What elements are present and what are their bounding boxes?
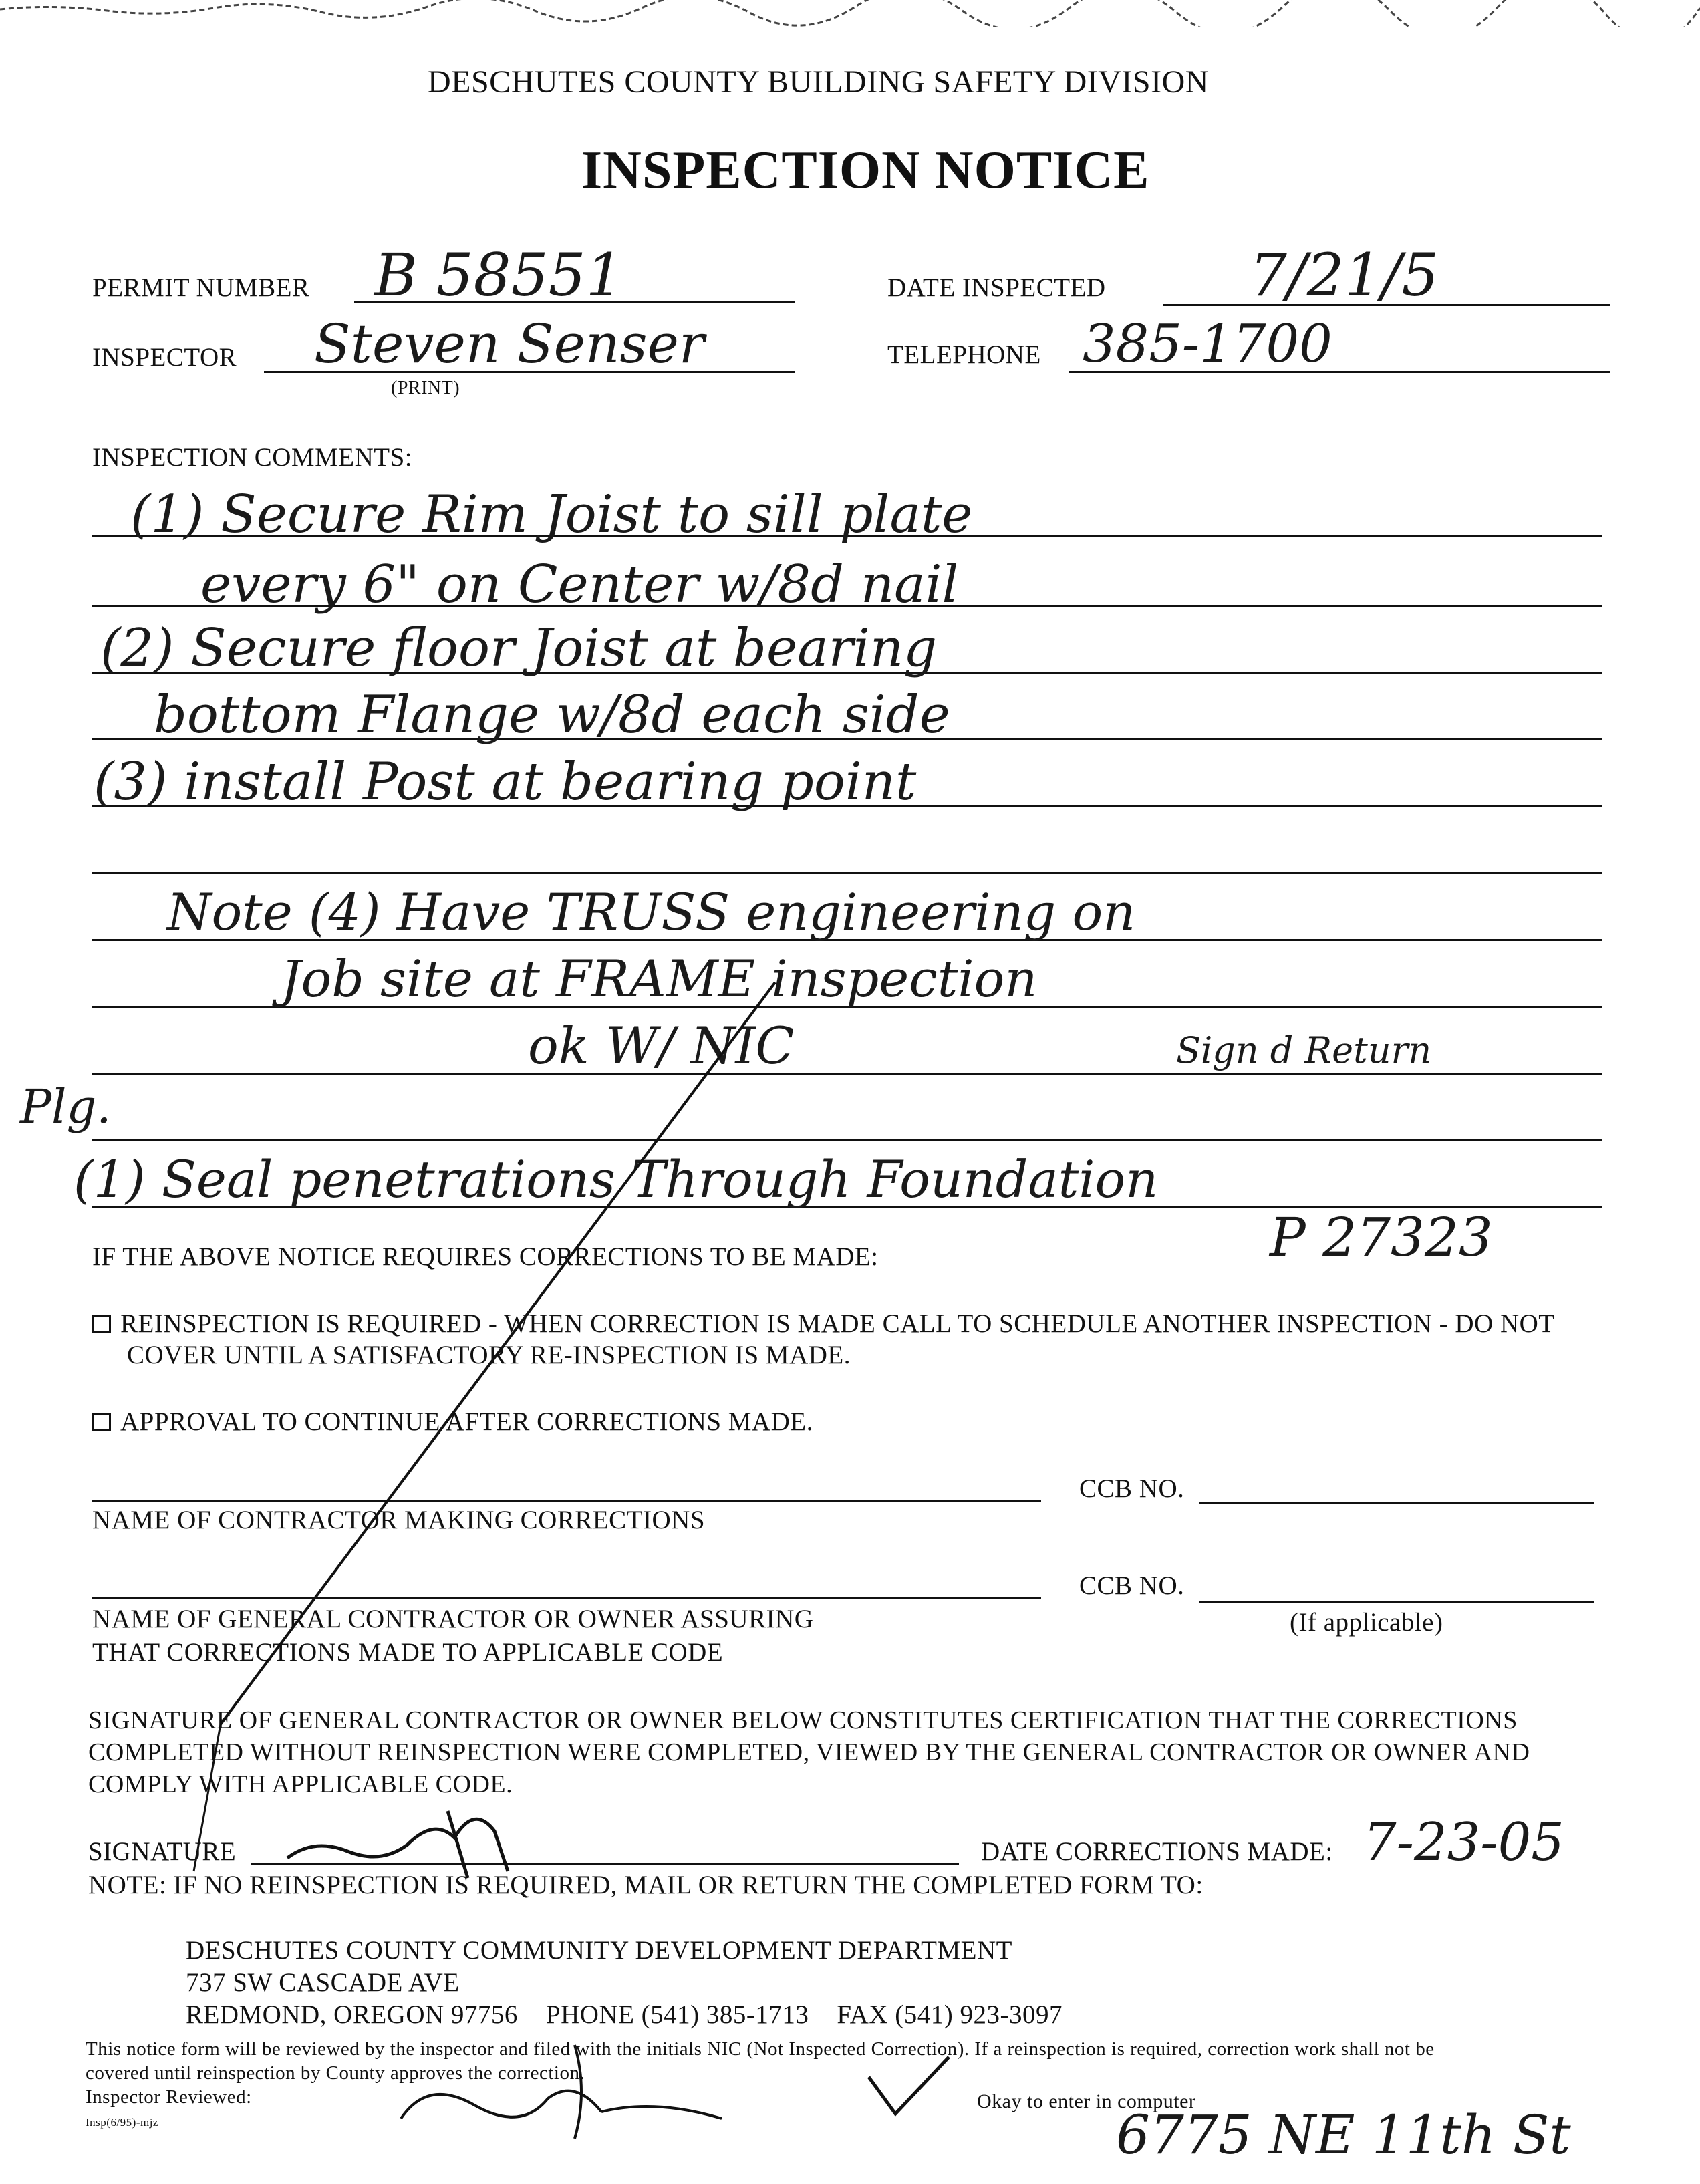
address-street: 737 SW CASCADE AVE <box>186 1968 460 1997</box>
ccb-label-1: CCB NO. <box>1079 1474 1185 1503</box>
comment-line-1: (1) Secure Rim Joist to sill plate <box>130 485 973 545</box>
address-fax: FAX (541) 923-3097 <box>837 2000 1062 2029</box>
form-code: Insp(6/95)-mjz <box>86 2116 158 2129</box>
if-applicable-note: (If applicable) <box>1290 1608 1443 1637</box>
division-title: DESCHUTES COUNTY BUILDING SAFETY DIVISION <box>428 64 1209 100</box>
signed-returned-note: Sign d Return <box>1176 1029 1432 1071</box>
address-phone: PHONE (541) 385-1713 <box>545 2000 809 2029</box>
comment-line-9: ok W/ NIC <box>528 1016 795 1075</box>
signature-label: SIGNATURE <box>88 1837 237 1866</box>
date-inspected-value: 7/21/5 <box>1250 241 1439 309</box>
telephone-value: 385-1700 <box>1083 314 1332 374</box>
certification-line-2: COMPLETED WITHOUT REINSPECTION WERE COMPLETED, VIEWED BY THE GENERAL CONTRACTOR OR OWNER AND <box>88 1738 1530 1766</box>
comment-line-11: (1) Seal penetrations Through Foundation <box>74 1149 1159 1209</box>
permit-number-value: B 58551 <box>374 241 623 309</box>
comment-line-8: Job site at FRAME inspection <box>281 949 1038 1008</box>
comment-line-2: every 6" on Center w/8d nail <box>200 555 959 615</box>
reinspection-text-1: REINSPECTION IS REQUIRED - WHEN CORRECTION IS MADE CALL TO SCHEDULE ANOTHER INSPECTION - DO NOT <box>120 1309 1555 1338</box>
okay-to-enter-note: Okay to enter in computer <box>977 2090 1196 2112</box>
comment-line-7: Note (4) Have TRUSS engineering on <box>167 882 1136 942</box>
date-inspected-label: DATE INSPECTED <box>887 273 1106 302</box>
inspector-label: INSPECTOR <box>92 343 237 372</box>
general-contractor-label-2: THAT CORRECTIONS MADE TO APPLICABLE CODE <box>92 1638 724 1667</box>
page-title: INSPECTION NOTICE <box>581 141 1150 200</box>
mail-note: NOTE: IF NO REINSPECTION IS REQUIRED, MAIL OR RETURN THE COMPLETED FORM TO: <box>88 1871 1203 1899</box>
general-contractor-label-1: NAME OF GENERAL CONTRACTOR OR OWNER ASSURING <box>92 1605 814 1633</box>
comment-line-3: (2) Secure floor Joist at bearing <box>100 618 938 678</box>
ccb-label-2: CCB NO. <box>1079 1571 1185 1600</box>
print-note: (PRINT) <box>391 378 460 398</box>
inspector-reviewed-label: Inspector Reviewed: <box>86 2086 252 2108</box>
certification-line-1: SIGNATURE OF GENERAL CONTRACTOR OR OWNER BELOW CONSTITUTES CERTIFICATION THAT THE CORRECTIONS <box>88 1706 1518 1734</box>
certification-line-3: COMPLY WITH APPLICABLE CODE. <box>88 1770 513 1798</box>
plg-note: Plg. <box>20 1079 112 1134</box>
footer-notice-2: covered until reinspection by County approves the correction. <box>86 2062 585 2084</box>
approval-text: APPROVAL TO CONTINUE AFTER CORRECTIONS MADE. <box>120 1407 813 1436</box>
corrections-heading: IF THE ABOVE NOTICE REQUIRES CORRECTIONS TO BE MADE: <box>92 1242 879 1271</box>
address-city-text: REDMOND, OREGON 97756 <box>186 2000 518 2029</box>
comment-line-4: bottom Flange w/8d each side <box>154 685 950 745</box>
date-corrections-value: 7-23-05 <box>1363 1812 1564 1873</box>
permit-number-label: PERMIT NUMBER <box>92 273 310 302</box>
inspection-comments-label: INSPECTION COMMENTS: <box>92 443 413 472</box>
p-number: P 27323 <box>1270 1206 1493 1268</box>
reinspection-text-2: COVER UNTIL A SATISFACTORY RE-INSPECTION IS MADE. <box>127 1341 851 1369</box>
comment-line-5: (3) install Post at bearing point <box>94 752 917 812</box>
footer-notice-1: This notice form will be reviewed by the inspector and filed with the initials NIC (Not Inspected Correction). If a reinspection is required, correction work shall not be <box>86 2038 1435 2060</box>
address-dept: DESCHUTES COUNTY COMMUNITY DEVELOPMENT DEPARTMENT <box>186 1936 1012 1965</box>
date-corrections-label: DATE CORRECTIONS MADE: <box>981 1837 1333 1866</box>
street-address-note: 6775 NE 11th St <box>1116 2104 1571 2166</box>
inspector-name-value: Steven Senser <box>314 313 705 375</box>
telephone-label: TELEPHONE <box>887 340 1041 369</box>
contractor-label: NAME OF CONTRACTOR MAKING CORRECTIONS <box>92 1506 706 1534</box>
